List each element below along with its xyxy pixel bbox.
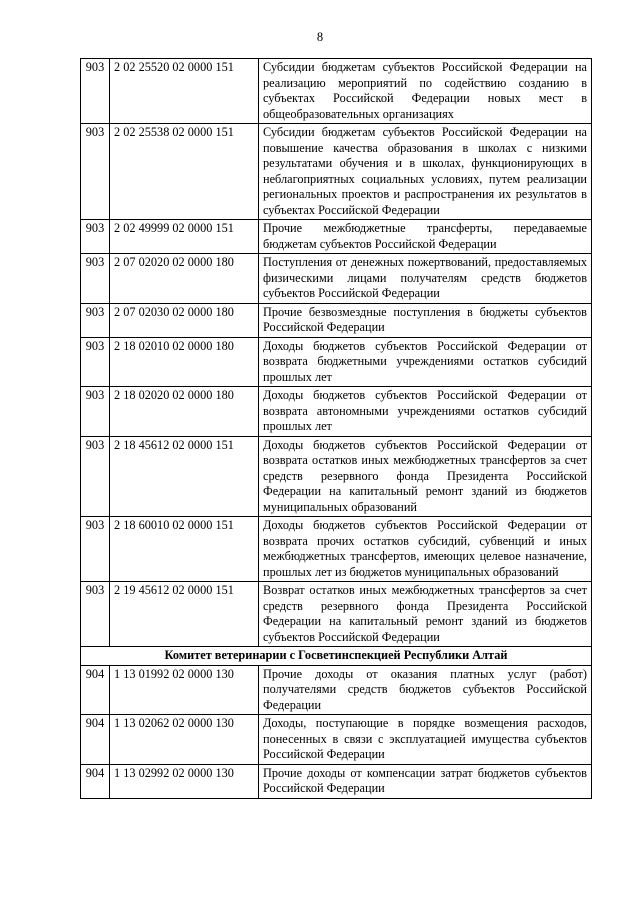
table-row [81, 517, 592, 582]
section-title: Комитет ветеринарии с Госветинспекцией Республики Алтай [81, 647, 592, 666]
page-number: 8 [316, 30, 324, 44]
revenue-name-cell: Поступления от денежных пожертвований, предоставляемых физическими лицами получателям средств бюджетов субъектов Российской Федерации [259, 254, 592, 304]
revenue-name-cell: Возврат остатков иных межбюджетных трансфертов за счет средств резервного фонда Президента Российской Федерации на капитальный ремонт зданий из бюджетов субъектов Российской Федерации [259, 582, 592, 647]
table-row [81, 715, 592, 765]
admin-code-cell: 904 [81, 764, 110, 798]
table-row [81, 254, 592, 304]
admin-code-cell: 903 [81, 387, 110, 437]
section-header [81, 647, 592, 666]
table-row [81, 59, 592, 124]
revenue-code-cell: 1 13 02992 02 0000 130 [110, 764, 259, 798]
admin-code-cell: 903 [81, 220, 110, 254]
revenue-code-cell: 2 07 02030 02 0000 180 [110, 303, 259, 337]
table-row [81, 220, 592, 254]
revenue-name-cell: Прочие доходы от компенсации затрат бюджетов субъектов Российской Федерации [259, 764, 592, 798]
revenue-code-cell: 2 07 02020 02 0000 180 [110, 254, 259, 304]
revenue-name-cell: Доходы бюджетов субъектов Российской Федерации от возврата автономными учреждениями остатков субсидий прошлых лет [259, 387, 592, 437]
revenue-code-cell: 2 02 25520 02 0000 151 [110, 59, 259, 124]
revenue-name-cell: Прочие межбюджетные трансферты, передаваемые бюджетам субъектов Российской Федерации [259, 220, 592, 254]
revenue-code-cell: 2 18 02010 02 0000 180 [110, 337, 259, 387]
table-row [81, 124, 592, 220]
revenue-name-cell: Доходы бюджетов субъектов Российской Федерации от возврата прочих остатков субсидий, субвенций и иных межбюджетных трансфертов, имеющих целевое назначение, прошлых лет из бюджетов муниципальных образований [259, 517, 592, 582]
revenue-code-cell: 2 18 60010 02 0000 151 [110, 517, 259, 582]
table-row [81, 387, 592, 437]
admin-code-cell: 903 [81, 254, 110, 304]
table-row [81, 436, 592, 517]
table-row [81, 303, 592, 337]
revenue-code-cell: 2 18 45612 02 0000 151 [110, 436, 259, 517]
section-title-row [81, 647, 592, 666]
admin-code-cell: 903 [81, 59, 110, 124]
admin-code-cell: 903 [81, 517, 110, 582]
rows-before-section [81, 59, 592, 647]
revenue-name-cell: Прочие доходы от оказания платных услуг (работ) получателями средств бюджетов субъектов Российской Федерации [259, 665, 592, 715]
table-row [81, 582, 592, 647]
revenue-name-cell: Доходы бюджетов субъектов Российской Федерации от возврата остатков иных межбюджетных трансфертов за счет средств резервного фонда Президента Российской Федерации на капитальный ремонт зданий из бюджетов муниципальных образований [259, 436, 592, 517]
admin-code-cell: 903 [81, 582, 110, 647]
table-row [81, 337, 592, 387]
rows-after-section [81, 665, 592, 798]
table-row [81, 665, 592, 715]
revenue-code-cell: 1 13 02062 02 0000 130 [110, 715, 259, 765]
admin-code-cell: 904 [81, 715, 110, 765]
revenue-name-cell: Субсидии бюджетам субъектов Российской Федерации на реализацию мероприятий по содействию созданию в субъектах Российской Федерации новых мест в общеобразовательных организациях [259, 59, 592, 124]
revenue-code-cell: 2 02 49999 02 0000 151 [110, 220, 259, 254]
revenue-name-cell: Доходы бюджетов субъектов Российской Федерации от возврата бюджетными учреждениями остатков субсидий прошлых лет [259, 337, 592, 387]
admin-code-cell: 904 [81, 665, 110, 715]
revenue-classification-table [80, 58, 592, 799]
revenue-code-cell: 1 13 01992 02 0000 130 [110, 665, 259, 715]
revenue-code-cell: 2 18 02020 02 0000 180 [110, 387, 259, 437]
revenue-code-cell: 2 02 25538 02 0000 151 [110, 124, 259, 220]
admin-code-cell: 903 [81, 436, 110, 517]
revenue-name-cell: Доходы, поступающие в порядке возмещения расходов, понесенных в связи с эксплуатацией имущества субъектов Российской Федерации [259, 715, 592, 765]
table-row [81, 764, 592, 798]
revenue-code-cell: 2 19 45612 02 0000 151 [110, 582, 259, 647]
admin-code-cell: 903 [81, 337, 110, 387]
revenue-name-cell: Прочие безвозмездные поступления в бюджеты субъектов Российской Федерации [259, 303, 592, 337]
admin-code-cell: 903 [81, 124, 110, 220]
admin-code-cell: 903 [81, 303, 110, 337]
revenue-name-cell: Субсидии бюджетам субъектов Российской Федерации на повышение качества образования в школах с низкими результатами обучения и в школах, функционирующих в неблагоприятных социальных условиях, путем реализации региональных проектов и распространения их результатов в субъектах Российской Федерации [259, 124, 592, 220]
